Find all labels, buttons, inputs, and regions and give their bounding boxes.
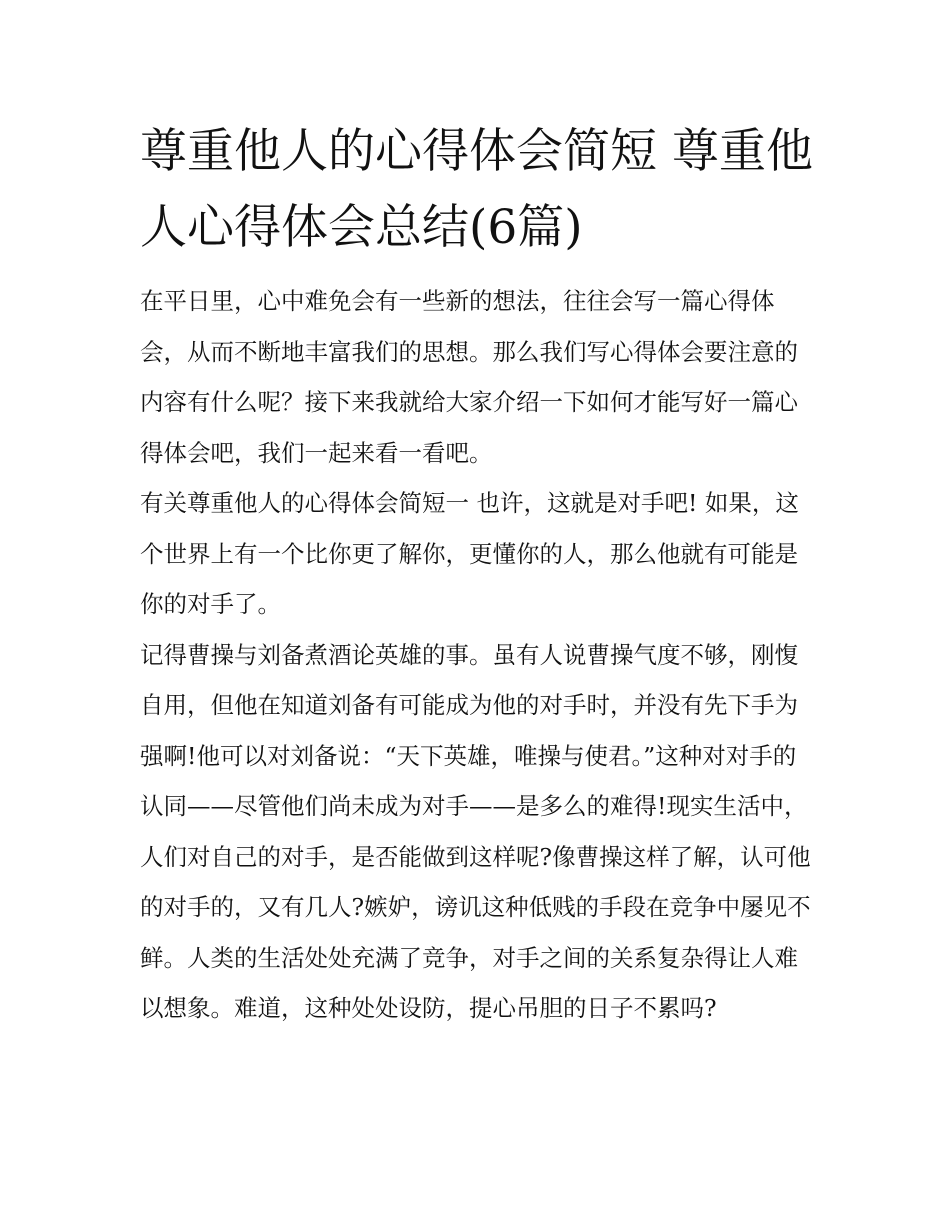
document-body	[140, 276, 816, 1034]
document-title: 尊重他人的心得体会简短 尊重他人心得体会总结(6篇)	[140, 124, 813, 255]
paragraph-caocao: 记得曹操与刘备煮酒论英雄的事。虽有人说曹操气度不够，刚愎自用，但他在知道刘备有可能成为他的对手时，并没有先下手为强啊!他可以对刘备说：“天下英雄，唯操与使君。”这种对对手的认同——尽管他们尚未成为对手——是多么的难得!现实生活中，人们对自己的对手，是否能做到这样呢?像曹操这样了解，认可他的对手的，又有几人?嫉妒，谤讥这种低贱的手段在竞争中屡见不鲜。人类的生活处处充满了竞争，对手之间的关系复杂得让人难以想象。难道，这种处处设防，提心吊胆的日子不累吗?	[140, 640, 811, 1022]
paragraph-opponent: 有关尊重他人的心得体会简短一 也许，这就是对手吧! 如果，这个世界上有一个比你更了解你，更懂你的人，那么他就有可能是你的对手了。	[140, 489, 799, 618]
paragraph-intro: 在平日里，心中难免会有一些新的想法，往往会写一篇心得体会，从而不断地丰富我们的思想。那么我们写心得体会要注意的内容有什么呢？接下来我就给大家介绍一下如何才能写好一篇心得体会吧，我们一起来看一看吧。	[140, 287, 798, 467]
